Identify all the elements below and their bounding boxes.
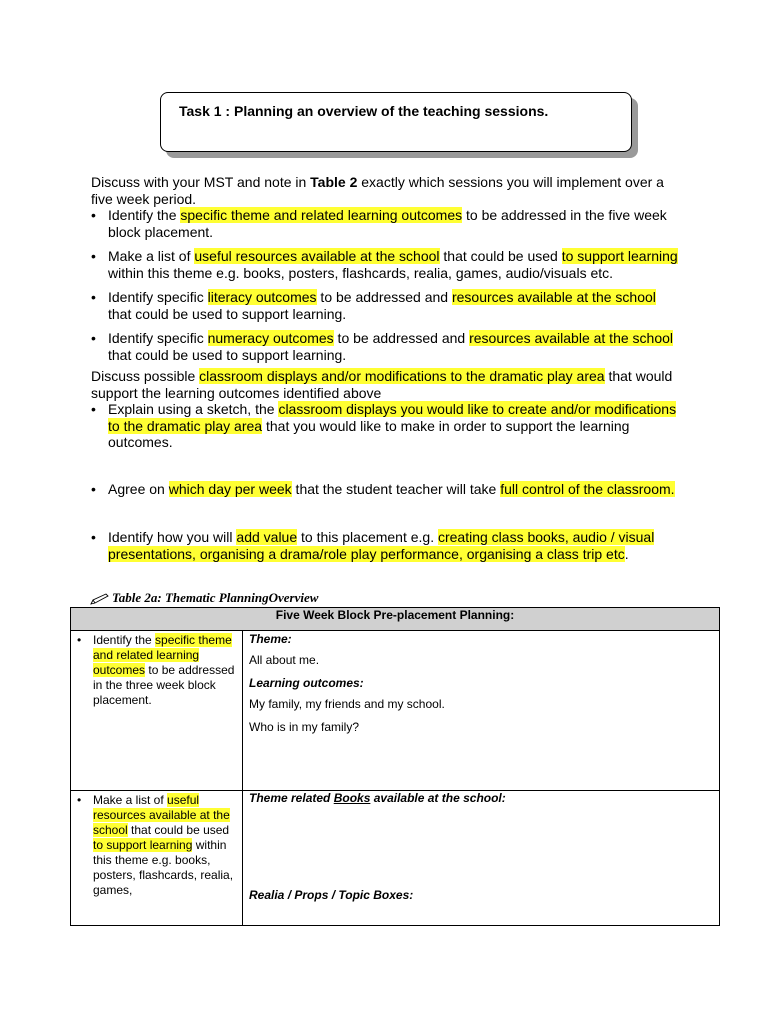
caption-label: Table 2a [112, 590, 158, 605]
highlight: which day per week [168, 480, 292, 497]
intro-text-end: exactly which sessions you will implement over a five week period. [91, 174, 664, 207]
caption-text: : Thematic PlanningOverview [157, 590, 319, 605]
highlight: classroom displays and/or modifications to the dramatic play area [199, 368, 605, 384]
outcome-item: Who is in my family? [249, 720, 360, 734]
list-item: • Explain using a sketch, the classroom displays you would like to create and/or modifications to the dramatic play area that you would like to make in order to support the learning outcomes. [91, 401, 681, 451]
list-item: • Make a list of useful resources available at the school that could be used to support learning within this theme e.g. books, posters, flashcards, realia, games, audio/visuals etc. [91, 248, 681, 281]
outcomes-label: Learning outcomes: [249, 676, 364, 690]
bullet-list-2 [91, 401, 681, 562]
instructions [91, 174, 681, 562]
table-row [71, 791, 720, 926]
highlight: specific theme and related learning outcomes [93, 633, 232, 677]
highlight: full control of the classroom. [500, 480, 675, 497]
highlight: resources available at the school [451, 289, 656, 305]
highlight: numeracy outcomes [207, 330, 334, 346]
task-box [160, 92, 632, 152]
table-header: Five Week Block Pre-placement Planning: [71, 608, 720, 631]
highlight: useful resources available at the school [194, 248, 440, 264]
books-label: Theme related Books available at the school: [249, 791, 506, 805]
planning-table [70, 607, 720, 926]
list-item: • Identify the specific theme and related learning outcomes to be addressed in the five week block placement. [91, 207, 681, 240]
intro-text: Discuss with your MST and note in [91, 174, 311, 190]
highlight: useful resources available at the school [93, 793, 230, 837]
pencil-icon [90, 593, 110, 605]
table-row [71, 631, 720, 791]
list-item: • Identify specific literacy outcomes to be addressed and resources available at the school that could be used to support learning. [91, 289, 681, 322]
table-ref: Table 2 [310, 174, 358, 190]
theme-label: Theme: [249, 632, 292, 646]
list-item: • Agree on which day per week that the student teacher will take full control of the classroom. [91, 481, 681, 498]
highlight: add value [236, 529, 298, 545]
list-item: • Identify specific numeracy outcomes to be addressed and resources available at the school that could be used to support learning. [91, 330, 681, 363]
list-item: • Identify the specific theme and related learning outcomes to be addressed in the three week block placement. [77, 633, 236, 708]
theme-value: All about me. [249, 653, 320, 667]
highlight: creating class books, audio / visual presentations, organising a drama/role play performance, organising a class trip etc [108, 529, 655, 562]
highlight: to support learning [561, 248, 678, 264]
intro-paragraph [91, 174, 681, 207]
highlight: classroom displays you would like to create and/or modifications to the dramatic play area [108, 401, 677, 434]
highlight: specific theme and related learning outcomes [180, 207, 463, 223]
row1-right [243, 631, 720, 791]
task-title: Task 1 : Planning an overview of the teaching sessions. [179, 103, 549, 119]
realia-label: Realia / Props / Topic Boxes: [249, 888, 414, 902]
list-item: • Make a list of useful resources available at the school that could be used to support learning within this theme e.g. books, posters, flashcards, realia, games, [77, 793, 236, 898]
discuss-paragraph: Discuss possible classroom displays and/or modifications to the dramatic play area that would support the learning outcomes identified above [91, 368, 673, 401]
list-item: • Identify how you will add value to this placement e.g. creating class books, audio / visual presentations, organising a drama/role play performance, organising a class trip etc. [91, 529, 681, 562]
outcome-item: My family, my friends and my school. [249, 697, 445, 711]
bullet-list-1 [91, 207, 681, 363]
row1-left [71, 631, 243, 791]
highlight: resources available at the school [469, 330, 674, 346]
row2-right [243, 791, 720, 926]
highlight: to support learning [93, 838, 193, 852]
highlight: literacy outcomes [207, 289, 317, 305]
table-caption [90, 590, 318, 606]
row2-left [71, 791, 243, 926]
